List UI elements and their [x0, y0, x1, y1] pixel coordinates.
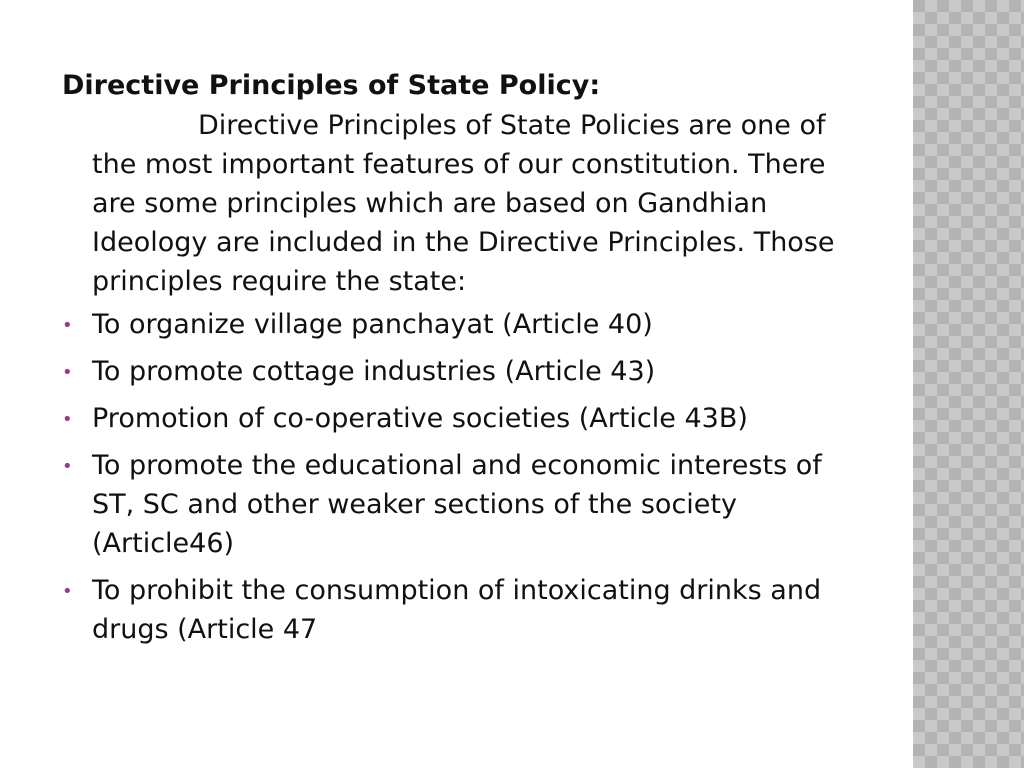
bullet-item [62, 352, 862, 391]
side-pattern-strip [913, 0, 1024, 768]
bullet-text: To organize village panchayat (Article 40) [92, 309, 653, 340]
bullet-text: To promote the educational and economic interests of ST, SC and other weaker sections of the society (Article46) [92, 450, 822, 559]
bullet-icon: • [62, 581, 73, 602]
bullet-item [62, 305, 862, 344]
slide-heading: Directive Principles of State Policy: [62, 70, 601, 101]
bullet-icon: • [62, 409, 73, 430]
bullet-icon: • [62, 315, 73, 336]
bullet-icon: • [62, 362, 73, 383]
intro-paragraph [92, 106, 862, 301]
bullet-item [62, 571, 862, 649]
bullet-list [62, 305, 862, 649]
bullet-item [62, 399, 862, 438]
bullet-text: To prohibit the consumption of intoxicating drinks and drugs (Article 47 [92, 575, 822, 645]
bullet-text: To promote cottage industries (Article 43) [92, 356, 656, 387]
bullet-icon: • [62, 456, 73, 477]
bullet-item [62, 446, 862, 563]
bullet-text: Promotion of co-operative societies (Article 43B) [92, 403, 748, 434]
slide-content [62, 66, 862, 657]
intro-text: Directive Principles of State Policies are one of the most important features of our constitution. There are some principles which are based on Gandhian Ideology are included in the Directive Principles. Those principles require the state: [92, 110, 835, 297]
